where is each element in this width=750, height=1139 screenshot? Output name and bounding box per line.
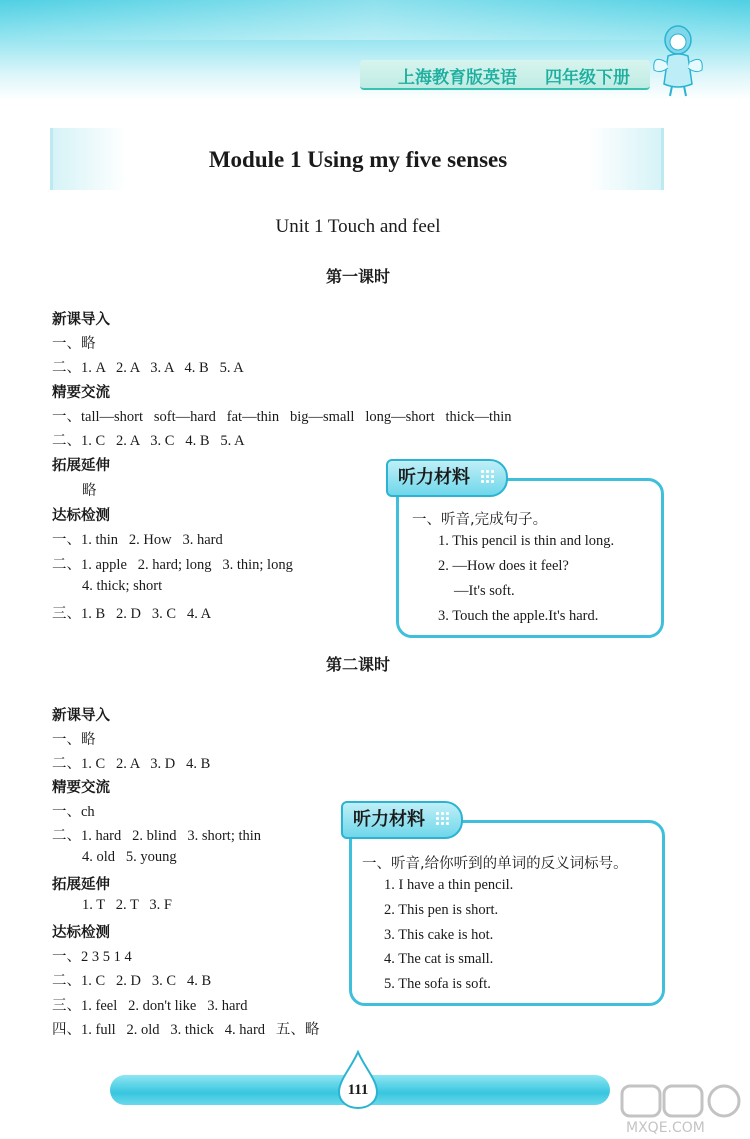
listening-line: 1. This pencil is thin and long. [438, 533, 615, 549]
dots-icon [480, 469, 496, 485]
listening-tag-1 [386, 459, 508, 497]
lesson-1-line: 4. thick; short [82, 578, 163, 594]
page-number: 111 [347, 1082, 369, 1098]
lesson-2-line: 一、ch [52, 804, 95, 820]
lesson-1-line: 精要交流 [52, 385, 110, 401]
listening-line: —It's soft. [454, 583, 515, 599]
listening-line: 5. The sofa is soft. [384, 976, 491, 992]
lesson-1-line: 二、1. A 2. A 3. A 4. B 5. A [52, 360, 244, 376]
lesson-1-line: 一、1. thin 2. How 3. hard [52, 532, 223, 548]
book-title: 上海教育版英语 [398, 68, 517, 88]
lesson-2-line: 四、1. full 2. old 3. thick 4. hard 五、略 [52, 1022, 320, 1038]
lesson-1-title: 第一课时 [325, 267, 390, 286]
listening-line: 一、听音,完成句子。 [412, 512, 548, 528]
lesson-2-line: 二、1. C 2. A 3. D 4. B [52, 756, 211, 772]
lesson-2-line: 达标检测 [52, 925, 110, 941]
listening-tag-2 [341, 801, 463, 839]
lesson-2-line: 三、1. feel 2. don't like 3. hard [52, 998, 248, 1014]
listening-line: 2. This pen is short. [384, 902, 499, 918]
lesson-1-line: 略 [82, 483, 97, 499]
lesson-1-line: 拓展延伸 [52, 458, 110, 474]
lesson-2-line: 1. T 2. T 3. F [82, 897, 172, 913]
module-title: Module 1 Using my five senses [208, 147, 508, 172]
lesson-2-line: 拓展延伸 [52, 877, 110, 893]
fairy-icon [648, 18, 708, 98]
lesson-1-line: 二、1. apple 2. hard; long 3. thin; long [52, 557, 293, 573]
unit-title: Unit 1 Touch and feel [275, 216, 441, 237]
listening-line: 3. Touch the apple.It's hard. [438, 608, 599, 624]
lesson-2-line: 一、2 3 5 1 4 [52, 949, 132, 965]
droplet-icon [335, 1050, 381, 1110]
listening-tag-label: 听力材料 [398, 467, 470, 488]
watermark-logo [618, 1082, 748, 1136]
lesson-1-line: 一、tall—short soft—hard fat—thin big—small long—short thick—thin [52, 409, 512, 425]
listening-line: 1. I have a thin pencil. [384, 877, 514, 893]
lesson-1-line: 新课导入 [52, 312, 110, 328]
listening-line: 4. The cat is small. [384, 951, 494, 967]
lesson-2-line: 精要交流 [52, 780, 110, 796]
dots-icon [435, 811, 451, 827]
lesson-1-line: 三、1. B 2. D 3. C 4. A [52, 606, 212, 622]
running-header [360, 60, 650, 90]
lesson-1-line: 达标检测 [52, 508, 110, 524]
lesson-2-line: 4. old 5. young [82, 849, 177, 865]
listening-line: 一、听音,给你听到的单词的反义词标号。 [362, 856, 628, 872]
listening-tag-label: 听力材料 [353, 809, 425, 830]
lesson-1-line: 二、1. C 2. A 3. C 4. B 5. A [52, 433, 245, 449]
lesson-2-line: 二、1. hard 2. blind 3. short; thin [52, 828, 262, 844]
listening-line: 3. This cake is hot. [384, 927, 494, 943]
lesson-2-line: 新课导入 [52, 708, 110, 724]
lesson-2-title: 第二课时 [325, 655, 390, 674]
lesson-2-line: 二、1. C 2. D 3. C 4. B [52, 973, 212, 989]
grade-label: 四年级下册 [545, 68, 630, 88]
lesson-1-line: 一、略 [52, 336, 96, 352]
listening-line: 2. —How does it feel? [438, 558, 569, 574]
lesson-2-line: 一、略 [52, 732, 96, 748]
watermark-text: MXQE.COM [626, 1120, 705, 1136]
